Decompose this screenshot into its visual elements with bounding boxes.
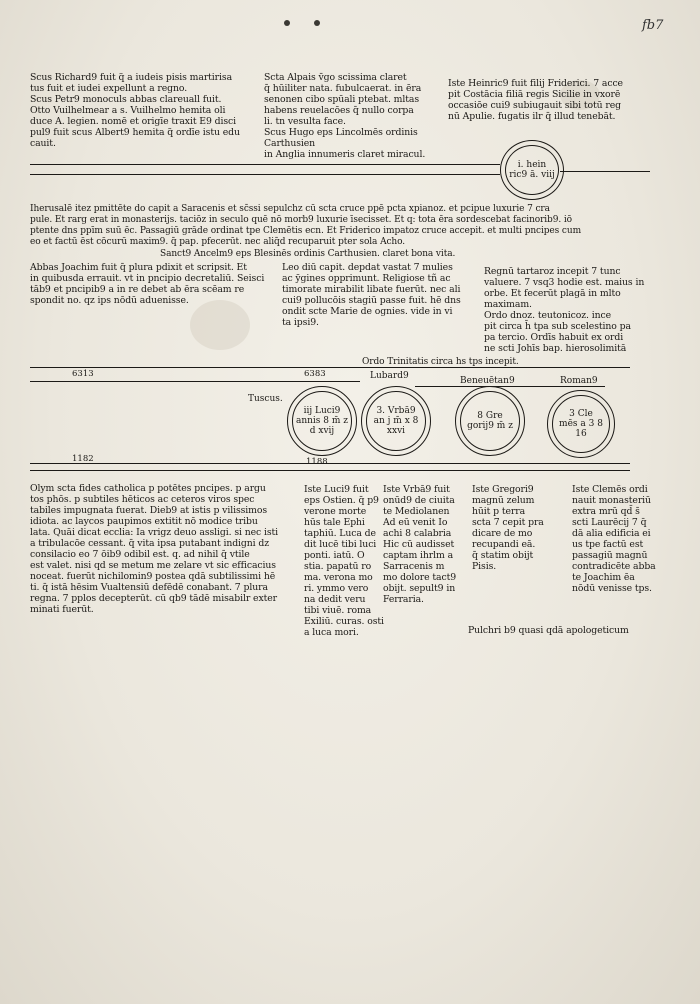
timeline-rule-2b (415, 386, 605, 387)
urbanus-column: Iste Vrbā9 fuit onūd9 de ciuita te Mediolanen Ad eū venit Io achi 8 calabria Hic cū audisset captam ihrlm a Sarracenis m mo dolore tact9 obijt. sepult9 in Ferraria. (383, 484, 457, 605)
medallion-urbanus-text: 3. Vrbā9 an j m̄ x 8 xxvi (366, 391, 426, 451)
faith-paragraph: Olym scta fides catholica p potētes pncipes. p argu tos phōs. p subtiles hēticos ac ceteros viros spec tabiles impugnata fuerat. Dieb9 at istis p vilissimos idiota. ac laycos paupimos extitit nō modice tribu lata. Quāi dicat ecclia: Ia vrigz deuo assligi. si nec isti a tribulacōe cessant. q̄ vita ipsa putabant indigni dz consilacio eo 7 ōib9 odibil est. q. ad nihil q̄ vtile est valet. nisi qd se metum me zelare vt sic efficacius noceat. fuerūt nichilomin9 postea qdā subtilissimi hē ti. q̄ istā hēsim Vualtensiū defēdē conabant. 7 plura regna. 7 pplos decepterūt. cū qb9 tādē misabilr exter minati fuerūt. (30, 483, 279, 615)
binding-hole (284, 20, 290, 26)
last-line: Pulchri b9 quasi qdā apologeticum (468, 625, 629, 636)
gregorius-column: Iste Gregori9 magnū zelum hūit p terra scta 7 cepit pra dicare de mo recupandi eā. q̄ statim obijt Pisis. (472, 484, 544, 572)
clemens-column: Iste Clemēs ordi nauit monasteriū extra mrū qd̄ s̄ scti Laurēcij 7 q̄ dā alia edificia ei us tpe factū est passagiū magnū contradicēte abba te Joachim ēa nōdū venisse tps. (572, 484, 656, 594)
anselm-line: Sanct9 Ancelm9 eps Blesinēs ordinis Carthusien. claret bona vita. (160, 249, 456, 259)
top-column-1: Scus Richard9 fuit q̃ a iudeis pisis martirisa tus fuit et iudei expellunt a regno. Scus Petr9 monoculs abbas clareuall fuit. Otto Vuilhelmear a s. Vuilhelmo hemita oli duce A. legien. nomē et origīe traxit E9 disci pul9 fuit scus Albert9 hemita q̃ ordīe istu edu cauit. (30, 72, 240, 149)
timeline-rule-4 (30, 470, 630, 471)
bottom-year-1: 1182 (72, 454, 94, 464)
top-rule (30, 164, 500, 165)
lucius-column: Iste Luci9 fuit eps Ostien. q̄ p9 verone morte hūs tale Ephi taphiū. Luca de dit lucē tibi luci ponti. iatū. O stia. papatū ro ma. verona mo ri. ymmo vero na dedit veru tibi viuē. roma Exiliū. curas. osti a luca mori. (304, 484, 384, 638)
label-beneuentan: Beneuētan9 (460, 376, 515, 386)
year-left: 6313 (72, 369, 94, 379)
top-rule-right (560, 171, 650, 172)
timeline-rule-2 (30, 381, 360, 382)
medallion-heinrich-text: i. hein ric9 ā. viij (505, 145, 559, 195)
joachim-column: Abbas Joachim fuit q̄ plura pdixit et scripsit. Et in quibusda errauit. vt in pncipio decretaliū. Seisci tāb9 et pncipib9 a in re debet ab ēra scēam re spondit no. qz ips nōdū aduenisse. (30, 262, 265, 306)
jerusalem-paragraph: Iherusalē itez pmittēte do capit a Saracenis et sc̄ssi sepulchz cū scta cruce ppē pcta xpianoz. et pcipue luxurie 7 cra pule. Et rarg erat in monasterijs. taciōz in seculo quē nō morb9 luxurie īsecisset. Et q: tota ēra sordescebat facinorib9. iō ptente dns ppīm suū ēc. Passagiū grāde ordinat tpe Clemētis ecn. Et Friderico impatoz cruce accepit. et multi pncipes cum eo et factū ēst cōcurū maxim9. q̄ pap. pfecerūt. nec aliq̄d recuparuit pter sola Acho. (30, 204, 582, 247)
label-lubard: Lubard9 (370, 371, 409, 381)
binding-hole (314, 20, 320, 26)
timeline-rule-1 (30, 367, 630, 368)
top-rule-thick (30, 174, 500, 175)
bottom-year-2: 1188 (306, 457, 328, 467)
year-mid: 6383 (304, 369, 326, 379)
medallion-clemens-text: 3 Cle mēs a 3 8 16 (552, 395, 610, 453)
handwritten-folio-number: fb7 (642, 18, 664, 33)
trinitatis-line: Ordo Trinitatis circa hs tps incepit. (362, 357, 519, 367)
medallion-heinrich (500, 140, 564, 200)
label-tuscus: Tuscus. (248, 394, 283, 404)
medallion-lucius (287, 386, 357, 456)
medallion-lucius-text: iij Luci9 annis 8 m̄ z d xvij (292, 391, 352, 451)
medallion-urbanus (361, 386, 431, 456)
top-column-2: Scta Alpais v̄go scissima claret q̄ hūiliter nata. fubulcaerat. in ēra senonen cibo spūali ptebat. mltas habens reuelacōes q̄ nullo corpa li. tn vesulta face. Scus Hugo eps Lincolmēs ordinis Carthusien in Anglia innumeris claret miracul. (264, 72, 426, 160)
timeline-rule-3 (30, 463, 630, 464)
medallion-gregorius (455, 386, 525, 456)
paper-stain (190, 300, 250, 350)
capture-column: Leo diū capit. depdat vastat 7 mulies ac ȳgines opprimunt. Religiose tñ ac timorate mirabilit libate fuerūt. nec ali cui9 pollucōis stagiū passe fuit. hē dns ondit scte Marie de ognies. vide in vi ta ipsi9. (282, 262, 461, 328)
medallion-gregorius-text: 8 Gre gorij9 m̄ z (460, 391, 520, 451)
top-column-3: Iste Heinric9 fuit filij Friderici. 7 acce pit Costācia filiā regis Sicilie in vxorē occasiōe cui9 subiugauit sibi totū reg nū Apulie. fugatis ilr q̄ illud tenebāt. (448, 78, 623, 122)
label-roman: Roman9 (560, 376, 598, 386)
medallion-clemens (547, 390, 615, 458)
tartar-column: Regnū tartaroz incepit 7 tunc valuere. 7 vsq3 hodie est. maius in orbe. Et fecerūt plagā in mlto maximam. Ordo dnoz. teutonicoz. ince pit circa h̄ tpa sub scelestino pa pa tercio. Ordīs habuit ex ordi ne scti Johīs bap. hierosolimitā (484, 266, 645, 354)
